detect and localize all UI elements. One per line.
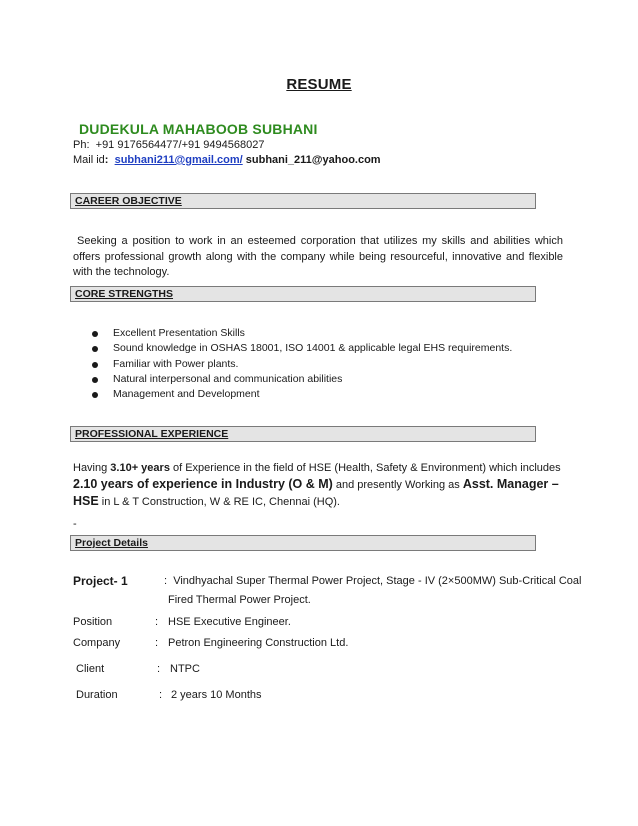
position-label: Position bbox=[73, 616, 113, 628]
section-title: CORE STRENGTHS bbox=[75, 288, 174, 300]
list-item: Excellent Presentation Skills bbox=[92, 326, 512, 341]
company-label: Company bbox=[73, 637, 121, 649]
bullet-icon bbox=[92, 377, 98, 383]
project-name-continued: Fired Thermal Power Project. bbox=[168, 594, 311, 606]
phone-line bbox=[73, 139, 264, 151]
list-item: Natural interpersonal and communication abilities bbox=[92, 372, 512, 387]
email-secondary: subhani_211@yahoo.com bbox=[245, 154, 381, 166]
bullet-icon bbox=[92, 331, 98, 337]
bullet-icon bbox=[92, 362, 98, 368]
page-title: RESUME bbox=[286, 76, 352, 93]
bullet-icon bbox=[92, 392, 98, 398]
mail-colon: : bbox=[104, 154, 109, 166]
section-title: CAREER OBJECTIVE bbox=[75, 195, 182, 207]
list-item: Familiar with Power plants. bbox=[92, 357, 512, 372]
current-role: Asst. Manager – HSE bbox=[73, 477, 559, 508]
client-colon: : bbox=[157, 663, 161, 675]
project-name: : Vindhyachal Super Thermal Power Project, Stage - IV (2×500MW) Sub-Critical Coal bbox=[164, 575, 582, 587]
email-link-primary[interactable]: subhani211@gmail.com/ bbox=[114, 154, 243, 166]
company-colon: : bbox=[155, 637, 159, 649]
client-label: Client bbox=[76, 663, 105, 675]
section-core-strengths bbox=[70, 286, 536, 302]
section-career-objective bbox=[70, 193, 536, 209]
section-title: Project Details bbox=[75, 537, 148, 549]
duration-label: Duration bbox=[76, 689, 118, 701]
strengths-list bbox=[92, 326, 512, 402]
client-value: NTPC bbox=[170, 663, 200, 675]
mail-label: Mail id bbox=[73, 154, 105, 166]
section-project-details bbox=[70, 535, 536, 551]
duration-value: 2 years 10 Months bbox=[171, 689, 262, 701]
industry-experience: 2.10 years of experience in Industry (O & M) bbox=[73, 477, 333, 491]
bullet-icon bbox=[92, 346, 98, 352]
experience-summary: Having 3.10+ years of Experience in the field of HSE (Health, Safety & Environment) which includes 2.10 years of experience in Industry (O & M) and presently Working as Asst. Manager – HSE in L & T Construction, W & RE IC, Chennai (HQ). bbox=[73, 462, 561, 508]
experience-years: 3.10+ years bbox=[110, 462, 170, 474]
position-value: HSE Executive Engineer. bbox=[168, 616, 291, 628]
position-colon: : bbox=[155, 616, 159, 628]
duration-colon: : bbox=[159, 689, 163, 701]
list-item: Management and Development bbox=[92, 387, 512, 402]
section-professional-experience bbox=[70, 426, 536, 442]
mail-line bbox=[73, 154, 381, 166]
phone-number: +91 9176564477/+91 9494568027 bbox=[95, 139, 265, 151]
company-value: Petron Engineering Construction Ltd. bbox=[168, 637, 349, 649]
separator-dash: - bbox=[73, 518, 77, 530]
phone-label: Ph: bbox=[73, 139, 90, 151]
list-item: Sound knowledge in OSHAS 18001, ISO 14001 & applicable legal EHS requirements. bbox=[92, 341, 512, 356]
project-label: Project- 1 bbox=[73, 574, 128, 588]
objective-text: Seeking a position to work in an esteemed corporation that utilizes my skills and abilities which offers professional growth along with the company while being resourceful, innovative and flexible with the technology. bbox=[73, 235, 563, 278]
section-title: PROFESSIONAL EXPERIENCE bbox=[75, 428, 229, 440]
candidate-name: DUDEKULA MAHABOOB SUBHANI bbox=[79, 121, 318, 137]
